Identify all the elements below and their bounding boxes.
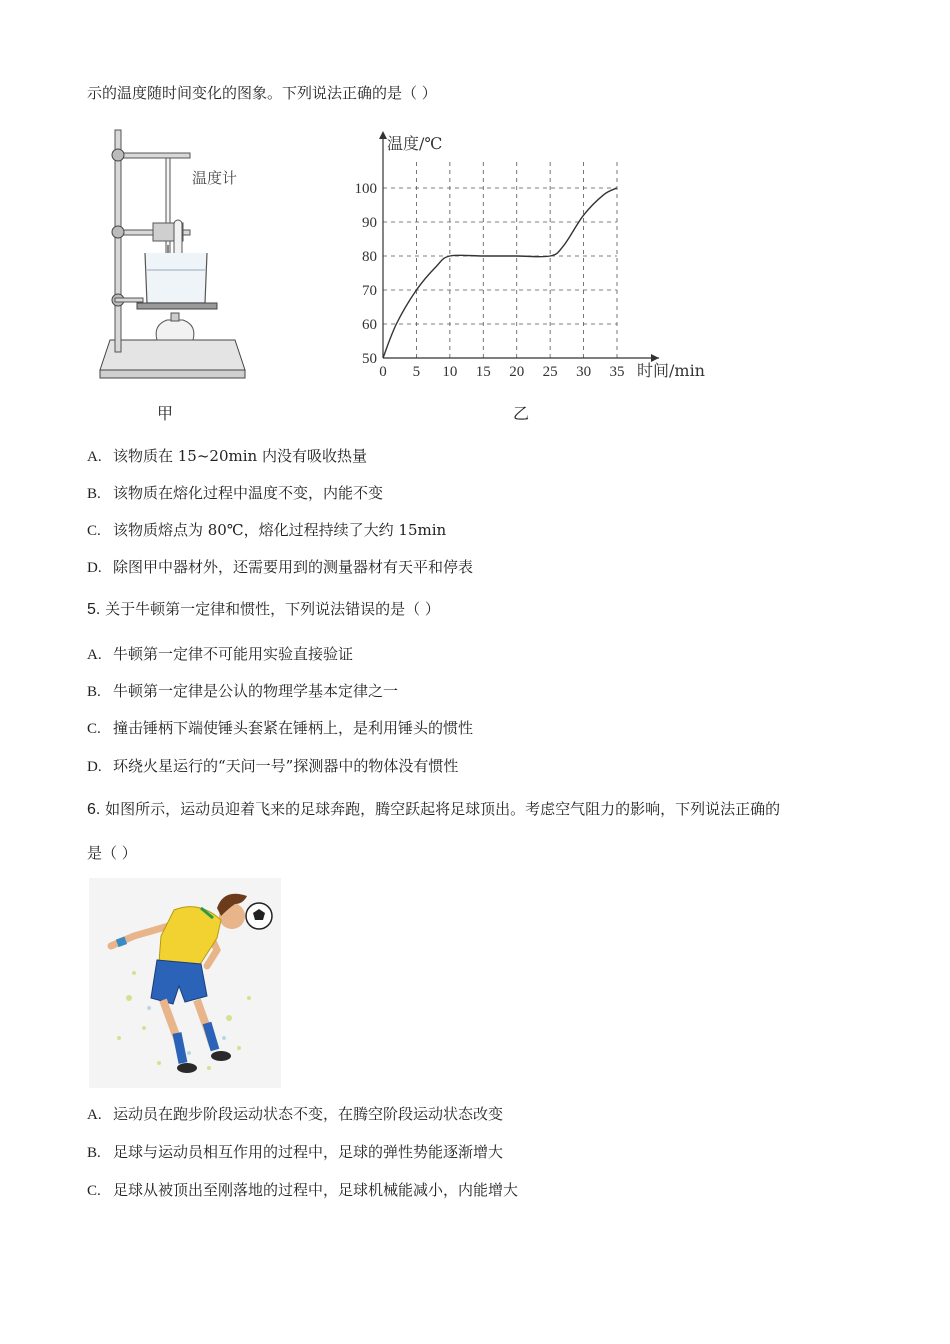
thermometer-label: 温度计: [192, 169, 238, 187]
y-tick-label: 100: [354, 181, 377, 197]
q6-option-a: A. 运动员在跑步阶段运动状态不变，在腾空阶段运动状态改变: [87, 1105, 504, 1123]
q6-stem-line2: 是（ ）: [87, 844, 137, 862]
q4-option-a: A. 该物质在 15~20min 内没有吸收热量: [87, 447, 367, 465]
figure-b-caption: 乙: [513, 404, 530, 423]
y-axis-label: 温度/℃: [387, 134, 443, 153]
q6-option-c: C. 足球从被顶出至刚落地的过程中，足球机械能减小，内能增大: [87, 1181, 519, 1199]
q5-stem: 5. 关于牛顿第一定律和惯性，下列说法错误的是（ ）: [87, 600, 440, 618]
q4-option-b: B. 该物质在熔化过程中温度不变，内能不变: [87, 484, 384, 502]
apparatus-figure: [95, 125, 255, 390]
q6-stem-line1: 6. 如图所示，运动员迎着飞来的足球奔跑，腾空跃起将足球顶出。考虑空气阻力的影响，下列说法正确的: [87, 800, 781, 818]
x-tick-label: 10: [442, 364, 458, 380]
x-tick-label: 35: [609, 364, 625, 380]
x-tick-label: 30: [576, 364, 592, 380]
temperature-curve: [383, 188, 617, 358]
q5-option-c: C. 撞击锤柄下端使锤头套紧在锤柄上，是利用锤头的惯性: [87, 719, 474, 737]
y-axis-arrow: [379, 131, 387, 139]
y-tick-label: 60: [362, 317, 377, 333]
q5-option-b: B. 牛顿第一定律是公认的物理学基本定律之一: [87, 682, 399, 700]
q5-option-a: A. 牛顿第一定律不可能用实验直接验证: [87, 645, 354, 663]
y-tick-label: 70: [362, 283, 377, 299]
x-axis-label: 时间/min: [637, 361, 705, 380]
q5-option-d: D. 环绕火星运行的“天问一号”探测器中的物体没有惯性: [87, 757, 459, 775]
x-tick-label: 15: [475, 364, 491, 380]
temperature-time-chart: [345, 128, 725, 388]
q4-option-d: D. 除图甲中器材外，还需要用到的测量器材有天平和停表: [87, 558, 474, 576]
x-tick-label: 25: [542, 364, 558, 380]
figure-a-caption: 甲: [157, 404, 174, 423]
x-tick-label: 0: [379, 364, 387, 380]
x-tick-label: 20: [509, 364, 525, 380]
y-tick-label: 80: [362, 249, 377, 265]
q4-option-c: C. 该物质熔点为 80℃，熔化过程持续了大约 15min: [87, 521, 447, 539]
y-tick-label: 50: [362, 351, 377, 367]
q6-option-b: B. 足球与运动员相互作用的过程中，足球的弹性势能逐渐增大: [87, 1143, 504, 1161]
y-tick-label: 90: [362, 215, 377, 231]
soccer-player-illustration: [89, 878, 281, 1088]
x-tick-label: 5: [412, 364, 421, 380]
q4-stem: 示的温度随时间变化的图象。下列说法正确的是（ ）: [87, 84, 437, 102]
